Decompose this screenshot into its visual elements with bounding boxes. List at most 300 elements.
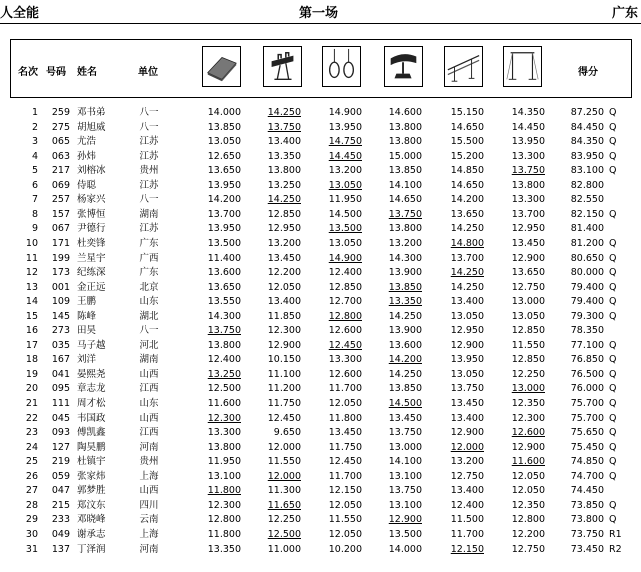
rank-cell: 13 [25, 281, 38, 293]
apparatus-score: 13.050 [328, 179, 362, 191]
apparatus-score: 13.350 [388, 296, 422, 308]
apparatus-score: 13.650 [207, 165, 241, 177]
apparatus-score: 13.750 [388, 427, 422, 439]
apparatus-score: 13.800 [511, 179, 545, 191]
total-score: 84.350 [570, 136, 604, 148]
unit-cell: 贵州 [139, 456, 159, 468]
rank-cell: 18 [25, 354, 38, 366]
apparatus-score: 13.050 [511, 310, 545, 322]
apparatus-score: 12.350 [511, 499, 545, 511]
unit-cell: 上海 [139, 470, 159, 482]
qualification-mark: Q [609, 252, 617, 264]
table-row [0, 455, 641, 468]
total-score: 77.100 [570, 339, 604, 351]
apparatus-score: 13.250 [267, 179, 301, 191]
apparatus-score: 12.450 [328, 339, 362, 351]
total-score: 74.450 [570, 485, 604, 497]
apparatus-score: 13.000 [388, 441, 422, 453]
unit-cell: 贵州 [139, 165, 159, 177]
qualification-mark: Q [609, 310, 617, 322]
apparatus-score: 11.750 [328, 441, 362, 453]
table-row [0, 412, 641, 425]
qualification-mark: Q [609, 267, 617, 279]
athlete-name: 侍聪 [77, 179, 97, 191]
qualification-mark: Q [609, 398, 617, 409]
apparatus-score: 13.450 [450, 398, 484, 409]
apparatus-score: 12.250 [511, 368, 545, 380]
apparatus-score: 13.950 [511, 136, 545, 148]
apparatus-score: 13.500 [328, 223, 362, 235]
bib-cell: 273 [51, 325, 70, 337]
apparatus-score: 13.700 [207, 208, 241, 220]
rank-cell: 19 [25, 368, 38, 380]
qualification-mark: Q [609, 499, 617, 511]
header-name: 姓名 [77, 67, 97, 78]
apparatus-score: 12.300 [511, 412, 545, 424]
apparatus-score: 11.300 [267, 485, 301, 497]
athlete-name: 刘洋 [77, 354, 97, 366]
rank-cell: 11 [25, 252, 38, 264]
table-row [0, 106, 641, 119]
session-title: 第一场 [299, 6, 339, 21]
apparatus-score: 12.900 [388, 514, 422, 526]
table-row [0, 208, 641, 221]
athlete-name: 郭梦胜 [77, 485, 106, 497]
apparatus-score: 14.500 [328, 208, 362, 220]
apparatus-score: 11.700 [328, 470, 362, 482]
apparatus-score: 11.650 [267, 499, 301, 511]
athlete-name: 杜奕锋 [77, 237, 106, 249]
bib-cell: 065 [51, 136, 70, 148]
athlete-name: 周才松 [77, 398, 106, 409]
total-score: 73.850 [570, 499, 604, 511]
apparatus-score: 12.250 [267, 514, 301, 526]
apparatus-score: 13.750 [267, 121, 301, 133]
bib-cell: 137 [51, 543, 70, 555]
unit-cell: 江苏 [139, 150, 159, 162]
apparatus-score: 13.900 [388, 267, 422, 279]
header-unit: 单位 [138, 67, 158, 78]
unit-cell: 广西 [139, 252, 159, 264]
qualification-mark: Q [609, 368, 617, 380]
athlete-name: 邓晓峰 [77, 514, 106, 526]
apparatus-score: 12.350 [511, 398, 545, 409]
apparatus-score: 13.700 [511, 208, 545, 220]
apparatus-score: 13.700 [450, 252, 484, 264]
rank-cell: 21 [25, 398, 38, 409]
bib-cell: 035 [51, 339, 70, 351]
unit-cell: 八一 [139, 325, 159, 337]
apparatus-score: 12.300 [267, 325, 301, 337]
apparatus-score: 11.550 [328, 514, 362, 526]
bib-cell: 041 [51, 368, 70, 380]
bib-cell: 093 [51, 427, 70, 439]
qualification-mark: Q [609, 456, 617, 468]
apparatus-score: 11.600 [207, 398, 241, 409]
apparatus-score: 14.900 [328, 107, 362, 118]
athlete-name: 尹德行 [77, 223, 106, 235]
apparatus-score: 15.200 [450, 150, 484, 162]
unit-cell: 江西 [139, 427, 159, 439]
table-row [0, 295, 641, 308]
table-row [0, 237, 641, 250]
apparatus-score: 12.800 [511, 514, 545, 526]
apparatus-score: 13.300 [511, 150, 545, 162]
apparatus-score: 12.200 [511, 528, 545, 540]
apparatus-score: 12.900 [511, 441, 545, 453]
total-score: 82.800 [570, 179, 604, 191]
apparatus-score: 14.250 [388, 310, 422, 322]
apparatus-score: 13.950 [207, 223, 241, 235]
bib-cell: 045 [51, 412, 70, 424]
apparatus-score: 15.150 [450, 107, 484, 118]
apparatus-score: 12.150 [328, 485, 362, 497]
apparatus-score: 14.000 [207, 107, 241, 118]
table-row [0, 470, 641, 483]
apparatus-score: 12.600 [511, 427, 545, 439]
bib-cell: 259 [51, 107, 70, 118]
athlete-name: 纪练深 [77, 267, 106, 279]
bib-cell: 069 [51, 179, 70, 191]
apparatus-score: 13.800 [207, 441, 241, 453]
apparatus-score: 14.250 [450, 281, 484, 293]
total-score: 80.000 [570, 267, 604, 279]
table-row [0, 543, 641, 556]
apparatus-score: 13.650 [207, 281, 241, 293]
apparatus-score: 12.900 [450, 427, 484, 439]
header-score: 得分 [578, 67, 598, 78]
qualification-mark: Q [609, 208, 617, 220]
apparatus-score: 12.800 [207, 514, 241, 526]
athlete-name: 刘榕冰 [77, 165, 106, 177]
apparatus-score: 13.400 [267, 136, 301, 148]
apparatus-score: 13.350 [267, 150, 301, 162]
rank-cell: 1 [31, 107, 38, 118]
athlete-name: 郑汶东 [77, 499, 106, 511]
table-row [0, 499, 641, 512]
apparatus-score: 12.400 [207, 354, 241, 366]
bib-cell: 215 [51, 499, 70, 511]
unit-cell: 山西 [139, 485, 159, 497]
apparatus-score: 14.100 [388, 179, 422, 191]
apparatus-score: 14.650 [450, 121, 484, 133]
apparatus-score: 12.750 [511, 281, 545, 293]
apparatus-score: 12.000 [267, 470, 301, 482]
table-row [0, 368, 641, 381]
qualification-mark: Q [609, 427, 617, 439]
rank-cell: 7 [31, 194, 38, 206]
apparatus-score: 13.550 [207, 296, 241, 308]
apparatus-score: 14.300 [388, 252, 422, 264]
apparatus-score: 13.800 [267, 165, 301, 177]
table-row [0, 484, 641, 497]
table-row [0, 339, 641, 352]
apparatus-score: 13.950 [450, 354, 484, 366]
rank-cell: 28 [25, 499, 38, 511]
athlete-name: 丁泽润 [77, 543, 106, 555]
total-score: 73.750 [570, 528, 604, 540]
athlete-name: 章志龙 [77, 383, 106, 395]
apparatus-score: 13.200 [388, 237, 422, 249]
table-row [0, 353, 641, 366]
location-title: 广东 [612, 6, 639, 21]
unit-cell: 山东 [139, 398, 159, 409]
bib-cell: 219 [51, 456, 70, 468]
apparatus-score: 13.800 [207, 339, 241, 351]
bib-cell: 199 [51, 252, 70, 264]
total-score: 87.250 [570, 107, 604, 118]
apparatus-score: 11.500 [450, 514, 484, 526]
apparatus-score: 14.300 [207, 310, 241, 322]
apparatus-score: 12.050 [328, 398, 362, 409]
athlete-name: 胡旭威 [77, 121, 106, 133]
apparatus-score: 11.950 [328, 194, 362, 206]
total-score: 81.400 [570, 223, 604, 235]
unit-cell: 山西 [139, 412, 159, 424]
apparatus-score: 13.050 [450, 368, 484, 380]
unit-cell: 北京 [139, 281, 159, 293]
apparatus-score: 14.650 [450, 179, 484, 191]
apparatus-score: 13.050 [207, 136, 241, 148]
apparatus-score: 12.500 [267, 528, 301, 540]
apparatus-score: 11.750 [267, 398, 301, 409]
apparatus-score: 13.450 [328, 427, 362, 439]
apparatus-score: 14.200 [388, 354, 422, 366]
unit-cell: 河南 [139, 441, 159, 453]
apparatus-score: 12.050 [511, 470, 545, 482]
athlete-name: 张家炜 [77, 470, 106, 482]
apparatus-score: 13.800 [388, 136, 422, 148]
apparatus-score: 11.800 [328, 412, 362, 424]
unit-cell: 江苏 [139, 179, 159, 191]
apparatus-score: 14.250 [388, 368, 422, 380]
apparatus-score: 14.250 [450, 223, 484, 235]
rank-cell: 29 [25, 514, 38, 526]
apparatus-score: 13.400 [450, 296, 484, 308]
apparatus-score: 12.600 [328, 368, 362, 380]
table-row [0, 135, 641, 148]
qualification-mark: R2 [609, 543, 622, 555]
rank-cell: 25 [25, 456, 38, 468]
athlete-name: 陶昊鹏 [77, 441, 106, 453]
unit-cell: 八一 [139, 194, 159, 206]
apparatus-score: 13.200 [328, 165, 362, 177]
apparatus-score: 11.950 [207, 456, 241, 468]
total-score: 76.000 [570, 383, 604, 395]
apparatus-score: 13.750 [450, 383, 484, 395]
total-score: 79.400 [570, 296, 604, 308]
apparatus-score: 13.450 [511, 237, 545, 249]
qualification-mark: Q [609, 136, 617, 148]
apparatus-score: 11.600 [511, 456, 545, 468]
apparatus-score: 12.750 [511, 543, 545, 555]
apparatus-score: 9.650 [273, 427, 301, 439]
bib-cell: 067 [51, 223, 70, 235]
qualification-mark: Q [609, 237, 617, 249]
total-score: 79.400 [570, 281, 604, 293]
apparatus-score: 12.500 [207, 383, 241, 395]
bib-cell: 171 [51, 237, 70, 249]
bib-cell: 109 [51, 296, 70, 308]
pommel-horse-icon [263, 46, 302, 87]
unit-cell: 上海 [139, 528, 159, 540]
apparatus-score: 11.800 [207, 485, 241, 497]
table-row [0, 252, 641, 265]
apparatus-score: 13.250 [207, 368, 241, 380]
apparatus-score: 12.050 [511, 485, 545, 497]
apparatus-score: 13.450 [388, 412, 422, 424]
apparatus-score: 13.400 [267, 296, 301, 308]
apparatus-score: 13.900 [388, 325, 422, 337]
qualification-mark: Q [609, 354, 617, 366]
rank-cell: 17 [25, 339, 38, 351]
apparatus-score: 12.200 [267, 267, 301, 279]
header-bib: 号码 [46, 67, 66, 78]
apparatus-score: 12.050 [328, 528, 362, 540]
apparatus-score: 12.900 [511, 252, 545, 264]
table-row [0, 310, 641, 323]
total-score: 73.450 [570, 543, 604, 555]
apparatus-score: 13.450 [267, 252, 301, 264]
apparatus-score: 12.900 [267, 339, 301, 351]
rank-cell: 30 [25, 528, 38, 540]
apparatus-score: 15.500 [450, 136, 484, 148]
bib-cell: 127 [51, 441, 70, 453]
apparatus-score: 13.800 [388, 121, 422, 133]
bib-cell: 047 [51, 485, 70, 497]
competition-title: 人全能 [0, 6, 40, 21]
title-rule [0, 23, 641, 24]
qualification-mark: Q [609, 107, 617, 118]
athlete-name: 谢承志 [77, 528, 106, 540]
apparatus-score: 12.950 [267, 223, 301, 235]
apparatus-score: 13.300 [207, 427, 241, 439]
apparatus-score: 14.100 [388, 456, 422, 468]
apparatus-score: 10.200 [328, 543, 362, 555]
rank-cell: 27 [25, 485, 38, 497]
apparatus-score: 13.100 [207, 470, 241, 482]
unit-cell: 江苏 [139, 136, 159, 148]
parallel-bars-icon [444, 46, 483, 87]
apparatus-score: 13.050 [450, 310, 484, 322]
qualification-mark: Q [609, 281, 617, 293]
qualification-mark: Q [609, 121, 617, 133]
athlete-name: 王鹏 [77, 296, 97, 308]
horizontal-bar-icon [503, 46, 542, 87]
apparatus-score: 14.250 [450, 267, 484, 279]
athlete-name: 杨家兴 [77, 194, 106, 206]
bib-cell: 275 [51, 121, 70, 133]
rank-cell: 10 [25, 237, 38, 249]
apparatus-score: 12.950 [511, 223, 545, 235]
rank-cell: 2 [31, 121, 38, 133]
apparatus-score: 13.850 [388, 165, 422, 177]
total-score: 81.200 [570, 237, 604, 249]
apparatus-score: 13.400 [450, 485, 484, 497]
total-score: 76.500 [570, 368, 604, 380]
apparatus-score: 12.850 [328, 281, 362, 293]
unit-cell: 山西 [139, 368, 159, 380]
athlete-name: 韦国政 [77, 412, 106, 424]
rank-cell: 31 [25, 543, 38, 555]
qualification-mark: Q [609, 441, 617, 453]
rank-cell: 24 [25, 441, 38, 453]
apparatus-score: 12.400 [450, 499, 484, 511]
apparatus-score: 12.900 [450, 339, 484, 351]
table-row [0, 324, 641, 337]
bib-cell: 173 [51, 267, 70, 279]
total-score: 75.650 [570, 427, 604, 439]
apparatus-score: 11.550 [511, 339, 545, 351]
total-score: 78.350 [570, 325, 604, 337]
apparatus-score: 14.250 [267, 194, 301, 206]
rank-cell: 14 [25, 296, 38, 308]
athlete-name: 晏熙尧 [77, 368, 106, 380]
apparatus-score: 13.950 [328, 121, 362, 133]
total-score: 73.800 [570, 514, 604, 526]
apparatus-score: 13.850 [207, 121, 241, 133]
rank-cell: 26 [25, 470, 38, 482]
apparatus-score: 14.600 [388, 107, 422, 118]
apparatus-score: 13.100 [388, 499, 422, 511]
apparatus-score: 11.000 [267, 543, 301, 555]
athlete-name: 杜镇宇 [77, 456, 106, 468]
athlete-name: 马子越 [77, 339, 106, 351]
apparatus-score: 11.200 [267, 383, 301, 395]
total-score: 83.100 [570, 165, 604, 177]
rank-cell: 9 [31, 223, 38, 235]
apparatus-score: 13.300 [511, 194, 545, 206]
apparatus-score: 12.400 [328, 267, 362, 279]
qualification-mark: Q [609, 165, 617, 177]
unit-cell: 河北 [139, 339, 159, 351]
apparatus-score: 13.750 [388, 208, 422, 220]
unit-cell: 江苏 [139, 223, 159, 235]
unit-cell: 湖南 [139, 208, 159, 220]
vault-icon [384, 46, 423, 87]
table-row [0, 121, 641, 134]
rank-cell: 4 [31, 150, 38, 162]
apparatus-score: 14.800 [450, 237, 484, 249]
athlete-name: 张博恒 [77, 208, 106, 220]
apparatus-score: 15.000 [388, 150, 422, 162]
total-score: 82.550 [570, 194, 604, 206]
total-score: 83.950 [570, 150, 604, 162]
unit-cell: 湖北 [139, 310, 159, 322]
unit-cell: 四川 [139, 499, 159, 511]
apparatus-score: 14.250 [267, 107, 301, 118]
rank-cell: 12 [25, 267, 38, 279]
apparatus-score: 14.350 [511, 107, 545, 118]
bib-cell: 157 [51, 208, 70, 220]
apparatus-score: 13.650 [450, 208, 484, 220]
apparatus-score: 12.050 [328, 499, 362, 511]
apparatus-score: 12.600 [328, 325, 362, 337]
table-row [0, 193, 641, 206]
apparatus-score: 11.100 [267, 368, 301, 380]
table-row [0, 426, 641, 439]
total-score: 82.150 [570, 208, 604, 220]
athlete-name: 尤浩 [77, 136, 97, 148]
rank-cell: 5 [31, 165, 38, 177]
qualification-mark: Q [609, 412, 617, 424]
rank-cell: 15 [25, 310, 38, 322]
apparatus-score: 13.600 [207, 267, 241, 279]
apparatus-score: 12.850 [511, 354, 545, 366]
apparatus-score: 12.000 [267, 441, 301, 453]
apparatus-score: 13.600 [388, 339, 422, 351]
total-score: 84.450 [570, 121, 604, 133]
